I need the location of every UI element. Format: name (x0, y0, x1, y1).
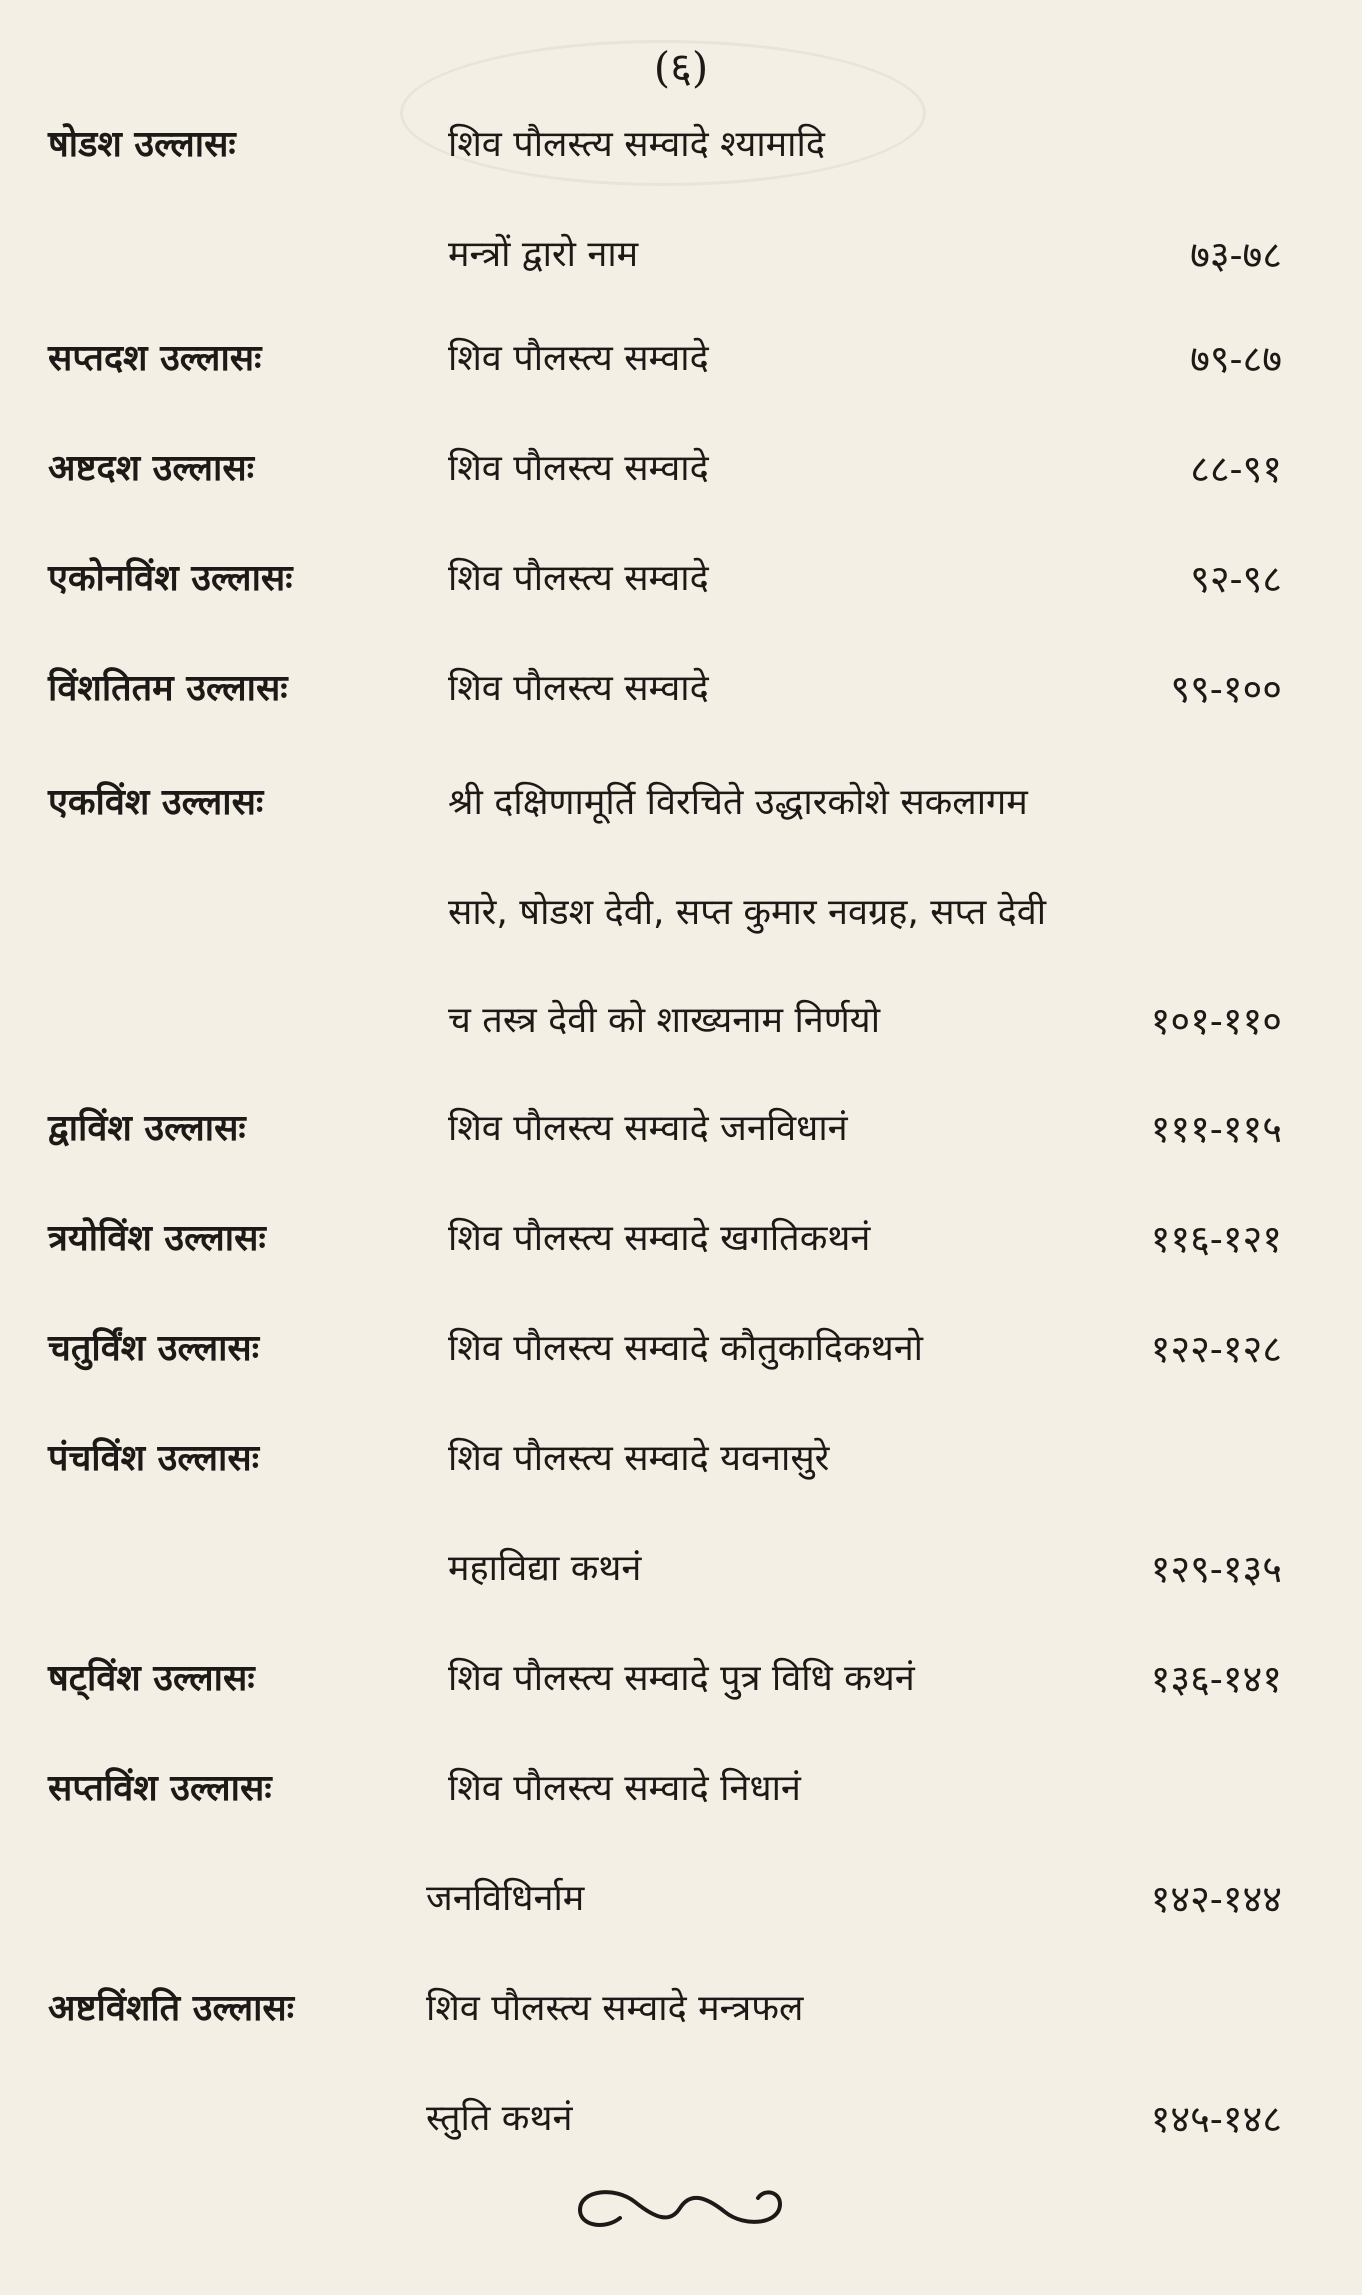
page-range: ८८-९१ (1190, 447, 1282, 491)
toc-row (0, 776, 1362, 836)
swash-ornament-icon (560, 2172, 800, 2242)
chapter-label: त्रयोविंश उल्लासः (48, 1218, 266, 1259)
chapter-title: शिव पौलस्त्य सम्वादे (448, 558, 709, 599)
toc-row (0, 1212, 1362, 1272)
toc-row (0, 1432, 1362, 1492)
toc-row (0, 2092, 1362, 2152)
chapter-title: शिव पौलस्त्य सम्वादे खगतिकथनं (448, 1218, 871, 1259)
chapter-label: अष्टविंशति उल्लासः (48, 1988, 295, 2029)
page-number: (६) (653, 43, 709, 92)
page-range: ७३-७८ (1190, 233, 1282, 277)
toc-row (0, 442, 1362, 502)
page-range: १४५-१४८ (1150, 2097, 1282, 2141)
toc-row (0, 1652, 1362, 1712)
chapter-title: स्तुति कथनं (426, 2098, 573, 2139)
chapter-label: अष्टदश उल्लासः (48, 448, 254, 489)
page-range: १४२-१४४ (1150, 1877, 1282, 1921)
toc-row (0, 1322, 1362, 1382)
chapter-title: मन्त्रों द्वारो नाम (448, 234, 639, 275)
chapter-title: जनविधिर्नाम (426, 1878, 585, 1919)
toc-row (0, 994, 1362, 1054)
toc-row (0, 1102, 1362, 1162)
chapter-title: शिव पौलस्त्य सम्वादे निधानं (448, 1768, 801, 1809)
page-range: ९२-९८ (1190, 557, 1282, 601)
chapter-title: सारे, षोडश देवी, सप्त कुमार नवग्रह, सप्त देवी (448, 892, 1047, 933)
chapter-label: एकोनविंश उल्लासः (48, 558, 293, 599)
chapter-label: सप्तविंश उल्लासः (48, 1768, 272, 1809)
toc-row (0, 228, 1362, 288)
chapter-label: षोडश उल्लासः (48, 124, 236, 165)
chapter-title: च तस्त्र देवी को शाख्यनाम निर्णयो (448, 1000, 881, 1041)
toc-row (0, 1542, 1362, 1602)
chapter-label: विंशतितम उल्लासः (48, 668, 288, 709)
chapter-title: महाविद्या कथनं (448, 1548, 642, 1589)
page-range: १२९-१३५ (1150, 1547, 1282, 1591)
chapter-title: शिव पौलस्त्य सम्वादे (448, 448, 709, 489)
chapter-title: शिव पौलस्त्य सम्वादे जनविधानं (448, 1108, 848, 1149)
page-range: ११६-१२१ (1150, 1217, 1282, 1261)
chapter-label: सप्तदश उल्लासः (48, 338, 262, 379)
toc-row (0, 1762, 1362, 1822)
page-range: १२२-१२८ (1150, 1327, 1282, 1371)
toc-row (0, 552, 1362, 612)
chapter-title: शिव पौलस्त्य सम्वादे पुत्र विधि कथनं (448, 1658, 915, 1699)
chapter-title: श्री दक्षिणामूर्ति विरचिते उद्धारकोशे सकलागम (448, 782, 1028, 823)
toc-row (0, 662, 1362, 722)
page-range: ७९-८७ (1190, 337, 1282, 381)
toc-row (0, 1982, 1362, 2042)
chapter-label: एकविंश उल्लासः (48, 782, 264, 823)
chapter-title: शिव पौलस्त्य सम्वादे कौतुकादिकथनो (448, 1328, 924, 1369)
chapter-title: शिव पौलस्त्य सम्वादे यवनासुरे (448, 1438, 830, 1479)
chapter-title: शिव पौलस्त्य सम्वादे श्यामादि (448, 124, 825, 165)
page-range: १११-११५ (1150, 1107, 1282, 1151)
page-range: १०१-११० (1150, 999, 1282, 1043)
toc-row (0, 332, 1362, 392)
toc-row (0, 118, 1362, 178)
toc-row (0, 1872, 1362, 1932)
page-range: १३६-१४१ (1150, 1657, 1282, 1701)
chapter-title: शिव पौलस्त्य सम्वादे (448, 668, 709, 709)
page-range: ९९-१०० (1170, 667, 1282, 711)
chapter-label: षट्विंश उल्लासः (48, 1658, 255, 1699)
chapter-title: शिव पौलस्त्य सम्वादे (448, 338, 709, 379)
chapter-label: चतुर्विंश उल्लासः (48, 1328, 260, 1369)
toc-row (0, 886, 1362, 946)
chapter-label: द्वाविंश उल्लासः (48, 1108, 246, 1149)
chapter-label: पंचविंश उल्लासः (48, 1438, 259, 1479)
chapter-title: शिव पौलस्त्य सम्वादे मन्त्रफल (426, 1988, 804, 2029)
